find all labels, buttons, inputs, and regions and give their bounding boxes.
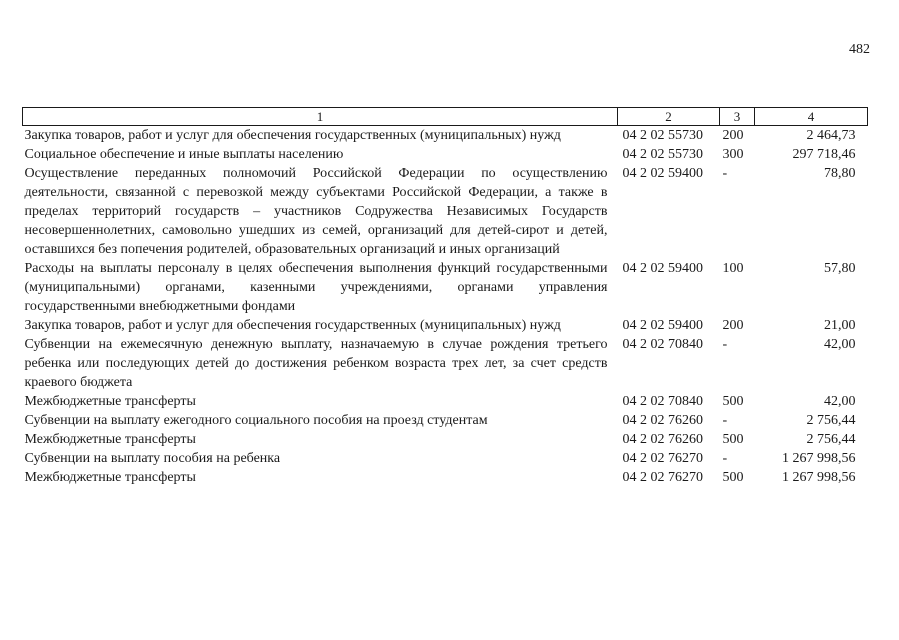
row-code: 04 2 02 76260 xyxy=(622,432,703,447)
row-amount: 2 756,44 xyxy=(806,413,856,428)
row-description: Субвенции на выплату пособия на ребенка xyxy=(24,451,281,466)
row-amount: 78,80 xyxy=(824,166,856,181)
table-row xyxy=(23,259,868,316)
row-type: 200 xyxy=(722,318,744,333)
table-row xyxy=(23,468,868,487)
row-amount: 2 464,73 xyxy=(806,128,856,143)
row-description: Закупка товаров, работ и услуг для обеспечения государственных (муниципальных) нужд xyxy=(24,318,561,333)
row-description: Субвенции на ежемесячную денежную выплату, назначаемую в случае рождения третьего ребенка или последующих детей до достижения ребенком возраста трех лет, за счет средств краевого бюджета xyxy=(24,337,608,390)
row-amount: 2 756,44 xyxy=(806,432,856,447)
table-row xyxy=(23,335,868,392)
table-row xyxy=(23,411,868,430)
row-type: 200 xyxy=(722,128,744,143)
row-type: - xyxy=(722,166,728,181)
row-code: 04 2 02 70840 xyxy=(622,394,703,409)
column-header-type: 3 xyxy=(720,108,755,126)
row-type: 500 xyxy=(722,470,744,485)
budget-table xyxy=(22,107,868,487)
table-row xyxy=(23,126,868,146)
row-type: 500 xyxy=(722,432,744,447)
row-amount: 1 267 998,56 xyxy=(782,470,856,485)
row-description: Субвенции на выплату ежегодного социального пособия на проезд студентам xyxy=(24,413,488,428)
row-type: 300 xyxy=(722,147,744,162)
table-row xyxy=(23,164,868,259)
row-code: 04 2 02 76270 xyxy=(622,470,703,485)
table-row xyxy=(23,145,868,164)
row-description: Межбюджетные трансферты xyxy=(24,394,196,409)
row-description: Социальное обеспечение и иные выплаты населению xyxy=(24,147,344,162)
row-amount: 1 267 998,56 xyxy=(782,451,856,466)
column-header-code: 2 xyxy=(618,108,720,126)
row-type: 100 xyxy=(722,261,744,276)
row-code: 04 2 02 59400 xyxy=(622,318,703,333)
row-type: 500 xyxy=(722,394,744,409)
row-description: Межбюджетные трансферты xyxy=(24,470,196,485)
row-code: 04 2 02 70840 xyxy=(622,337,703,352)
row-code: 04 2 02 76270 xyxy=(622,451,703,466)
row-code: 04 2 02 55730 xyxy=(622,147,703,162)
table-row xyxy=(23,316,868,335)
row-type: - xyxy=(722,337,728,352)
row-amount: 42,00 xyxy=(824,337,856,352)
row-amount: 57,80 xyxy=(824,261,856,276)
row-description: Осуществление переданных полномочий Российской Федерации по осуществлению деятельности, связанной с перевозкой между субъектами Российской Федерации, а также в пределах территорий государств – участников Содружества Независимых Государств несовершеннолетних, самовольно ушедших из семей, организаций для детей-сирот и детей, оставшихся без попечения родителей, образовательных организаций и иных организаций xyxy=(24,166,608,257)
table-row xyxy=(23,449,868,468)
table-row xyxy=(23,392,868,411)
table-row xyxy=(23,430,868,449)
column-header-amount: 4 xyxy=(755,108,868,126)
row-description: Закупка товаров, работ и услуг для обеспечения государственных (муниципальных) нужд xyxy=(24,128,561,143)
row-amount: 21,00 xyxy=(824,318,856,333)
row-code: 04 2 02 76260 xyxy=(622,413,703,428)
row-amount: 42,00 xyxy=(824,394,856,409)
row-code: 04 2 02 59400 xyxy=(622,166,703,181)
row-amount: 297 718,46 xyxy=(792,147,856,162)
table-header-row xyxy=(23,108,868,126)
row-type: - xyxy=(722,413,728,428)
row-code: 04 2 02 59400 xyxy=(622,261,703,276)
row-description: Межбюджетные трансферты xyxy=(24,432,196,447)
row-type: - xyxy=(722,451,728,466)
row-code: 04 2 02 55730 xyxy=(622,128,703,143)
page-number: 482 xyxy=(849,42,870,57)
row-description: Расходы на выплаты персоналу в целях обеспечения выполнения функций государственными (муниципальными) органами, казенными учреждениями, органами управления государственными внебюджетными фондами xyxy=(24,261,608,314)
column-header-description: 1 xyxy=(23,108,618,126)
